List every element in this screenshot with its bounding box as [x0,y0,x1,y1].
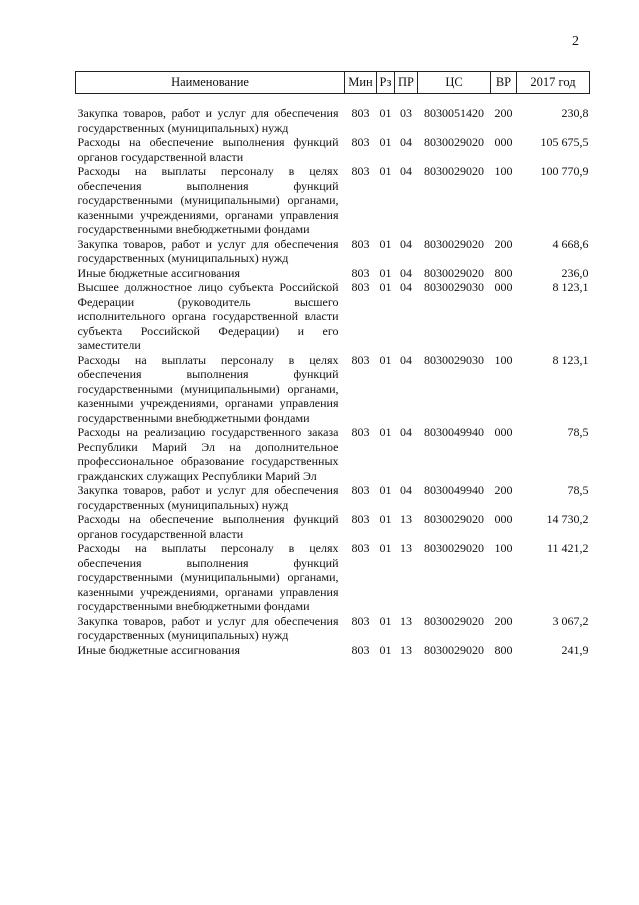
row-cs: 8030029020 [424,135,484,149]
row-name: Расходы на выплаты персоналу в целях обеспечения выполнения функций государственными (муниципальными) органами, казенными учреждениями, органами управления государственными внебюджетными фондами [77,164,339,236]
row-min: 803 [351,236,370,251]
table-row [76,614,590,643]
row-name: Иные бюджетные ассигнования [77,265,240,280]
row-rz: 01 [379,135,392,149]
row-vr: 200 [494,236,513,251]
row-vr: 200 [494,613,513,628]
row-rz: 01 [379,642,392,657]
row-name: Расходы на выплаты персоналу в целях обеспечения выполнения функций государственными (муниципальными) органами, казенными учреждениями, органами управления государственными внебюджетными фондами [77,541,339,613]
row-amount: 4 668,6 [552,236,589,251]
row-amount: 14 730,2 [546,512,589,526]
row-rz: 01 [379,352,392,367]
row-rz: 01 [379,265,392,280]
row-name: Закупка товаров, работ и услуг для обеспечения государственных (муниципальных) нужд [77,106,339,135]
row-amount: 100 770,9 [540,164,589,178]
row-rz: 01 [379,512,392,526]
row-pr: 13 [400,642,412,657]
header-min: Мин [345,72,377,94]
row-amount: 105 675,5 [540,135,589,149]
header-cs: ЦС [418,72,491,94]
row-min: 803 [351,613,370,628]
row-vr: 100 [494,164,513,178]
table-header [76,72,590,94]
row-min: 803 [351,483,370,497]
table-row [76,164,590,237]
row-name: Расходы на обеспечение выполнения функций органов государственной власти [77,135,339,164]
table-row [76,512,590,541]
row-rz: 01 [379,236,392,251]
row-cs: 8030049940 [424,483,484,497]
row-name: Расходы на обеспечение выполнения функций органов государственной власти [77,512,339,541]
row-rz: 01 [379,164,392,178]
row-min: 803 [351,265,370,280]
row-cs: 8030029020 [424,164,484,178]
row-amount: 78,5 [567,425,589,439]
row-pr: 04 [400,135,412,149]
row-vr: 100 [494,352,513,367]
header-name: Наименование [76,72,345,94]
row-cs: 8030049940 [424,425,484,439]
row-min: 803 [351,642,370,657]
row-min: 803 [351,512,370,526]
row-pr: 13 [400,613,412,628]
row-pr: 04 [400,164,412,178]
row-min: 803 [351,164,370,178]
table-row [76,280,590,353]
table-row [76,237,590,266]
row-vr: 200 [494,483,513,497]
row-cs: 8030029020 [424,613,484,628]
row-pr: 13 [400,512,412,526]
row-min: 803 [351,425,370,439]
row-pr: 13 [400,541,412,555]
table-body [76,94,590,658]
row-rz: 01 [379,280,392,294]
row-rz: 01 [379,425,392,439]
table-row [76,135,590,164]
row-cs: 8030029020 [424,236,484,251]
row-name: Высшее должностное лицо субъекта Российской Федерации (руководитель высшего исполнительного органа государственной власти субъекта Российской Федерации) и его заместители [77,280,339,352]
row-pr: 04 [400,265,412,280]
row-amount: 236,0 [561,265,589,280]
row-pr: 04 [400,352,412,367]
table-row [76,425,590,483]
row-name: Закупка товаров, работ и услуг для обеспечения государственных (муниципальных) нужд [77,483,339,512]
row-vr: 800 [494,642,513,657]
row-amount: 11 421,2 [546,541,589,555]
row-vr: 800 [494,265,513,280]
table-row [76,266,590,281]
row-vr: 200 [494,106,513,120]
row-min: 803 [351,135,370,149]
row-min: 803 [351,352,370,367]
row-pr: 04 [400,483,412,497]
row-cs: 8030029020 [424,265,484,280]
row-vr: 000 [494,425,513,439]
row-cs: 8030029020 [424,541,484,555]
row-rz: 01 [379,106,392,120]
row-cs: 8030029020 [424,642,484,657]
table-row [76,483,590,512]
row-vr: 000 [494,512,513,526]
row-cs: 8030029030 [424,352,484,367]
row-amount: 78,5 [567,483,589,497]
row-vr: 100 [494,541,513,555]
row-rz: 01 [379,483,392,497]
header-year: 2017 год [517,72,590,94]
header-rz: Рз [377,72,395,94]
row-pr: 03 [400,106,412,120]
table-row [76,541,590,614]
row-amount: 8 123,1 [552,352,589,367]
row-cs: 8030029020 [424,512,484,526]
row-min: 803 [351,106,370,120]
row-name: Расходы на реализацию государственного заказа Республики Марий Эл на дополнительное профессиональное образование государственных гражданских служащих Республики Марий Эл [77,425,339,483]
row-cs: 8030029030 [424,280,484,294]
page-number: 2 [572,34,579,49]
row-name: Иные бюджетные ассигнования [77,642,240,657]
budget-table [75,71,590,657]
row-rz: 01 [379,541,392,555]
row-vr: 000 [494,280,513,294]
header-pr: ПР [395,72,418,94]
row-name: Расходы на выплаты персоналу в целях обеспечения выполнения функций государственными (муниципальными) органами, казенными учреждениями, органами управления государственными внебюджетными фондами [77,352,339,425]
row-amount: 8 123,1 [552,280,589,294]
row-pr: 04 [400,425,412,439]
row-pr: 04 [400,236,412,251]
row-min: 803 [351,541,370,555]
row-amount: 230,8 [561,106,589,120]
row-rz: 01 [379,613,392,628]
table-row [76,643,590,658]
header-vr: ВР [491,72,517,94]
table-row [76,353,590,426]
row-amount: 3 067,2 [552,613,589,628]
row-name: Закупка товаров, работ и услуг для обеспечения государственных (муниципальных) нужд [77,236,339,265]
row-min: 803 [351,280,370,294]
table-row [76,94,590,136]
row-name: Закупка товаров, работ и услуг для обеспечения государственных (муниципальных) нужд [77,613,339,642]
row-amount: 241,9 [561,642,589,657]
row-vr: 000 [494,135,513,149]
row-cs: 8030051420 [424,106,484,120]
row-pr: 04 [400,280,412,294]
